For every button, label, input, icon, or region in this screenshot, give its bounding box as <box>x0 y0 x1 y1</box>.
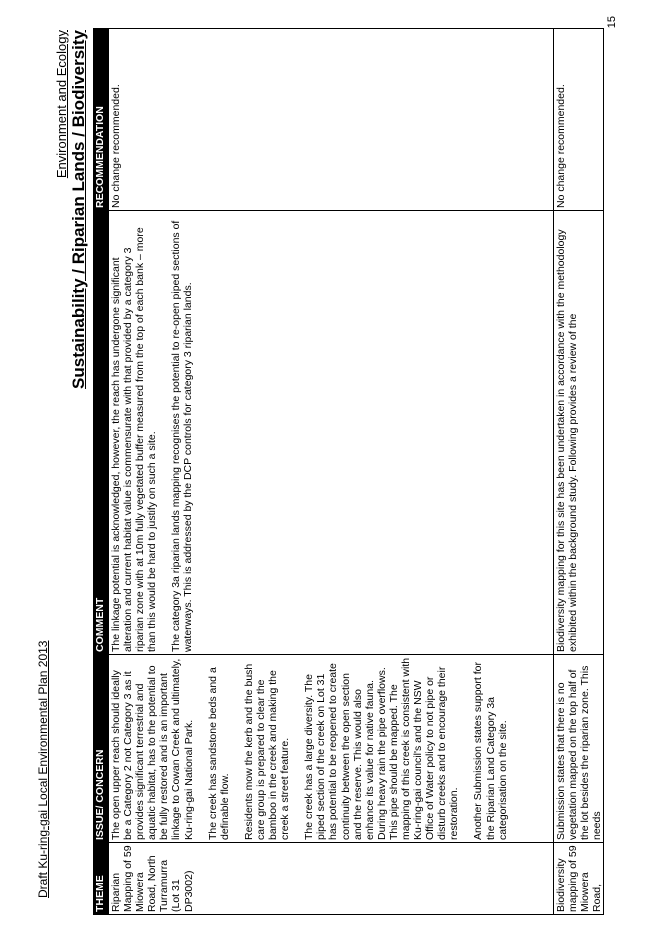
table-row <box>554 29 604 915</box>
issue-cell <box>109 655 554 843</box>
recommendation-cell: No change recommended. <box>109 29 554 211</box>
theme-cell: Biodiversity mapping of 59 Miowera Road, <box>554 843 604 915</box>
issue-paragraph: Submission states that there is no vegetation mapped on the top half of the lot besides the riparian zone. This needs <box>555 665 604 840</box>
comment-paragraph: The category 3a riparian lands mapping recognises the potential to re-open piped sections of waterways. This is addressed by the DCP controls for category 3 riparian lands. <box>170 220 195 652</box>
issue-cell <box>554 655 604 843</box>
comment-cell <box>554 211 604 655</box>
issue-paragraph: The creek has a large diversity. The piped section of the creek on Lot 31 has potential to be reopened to create continuity between the open section and the reserve. This would also enhance its value for native fauna. During heavy rain the pipe overflows. This pipe should be mapped. The mapping of this creek is consistent with Ku-ring-gai council's and the NSW Office of Water policy to not pipe or disturb creeks and to encourage their restoration. <box>303 657 461 840</box>
column-header-recommendation: RECOMMENDATION <box>94 29 109 211</box>
section-header <box>54 30 89 389</box>
submissions-table <box>93 28 604 915</box>
table-header-row <box>94 29 109 915</box>
column-header-comment: COMMENT <box>94 211 109 655</box>
issue-paragraph: Residents mow the kerb and the bush care group is prepared to clear the bamboo in the creek and making the creek a street feature. <box>242 663 292 840</box>
column-header-issue: ISSUE/ CONCERN <box>94 655 109 843</box>
table-row <box>109 29 554 915</box>
section-name: Environment and Ecology <box>54 30 69 179</box>
comment-paragraph: Biodiversity mapping for this site has been undertaken in accordance with the methodology exhibited within the background study. Following provides a review of the <box>555 229 580 652</box>
issue-paragraph: Another Submission states support for the Riparian Land Category 3a categorisation on the site. <box>472 661 509 840</box>
issue-paragraph: The creek has sandstone beds and a definable flow. <box>206 667 231 840</box>
page-number: 15 <box>606 16 618 29</box>
page-topic: Sustainability / Riparian Lands / Biodiversity <box>69 30 88 389</box>
theme-cell: Riparian Mapping of 59 Miowera Road, North Turramurra (Lot 31 DP3002) <box>109 843 554 915</box>
column-header-theme: THEME <box>94 843 109 915</box>
comment-cell <box>109 211 554 655</box>
issue-paragraph: The open upper reach should ideally be a Category 2 not Category 3 as it provides significant terrestrial and aquatic habitat, has to the potential to be fully restored and is an important linkage to Cowan Creek and ultimately, Ku-ring-gai National Park. <box>110 658 195 840</box>
comment-paragraph: The linkage potential is acknowledged, however, the reach has undergone significant alteration and current habitat value is commensurate with that provided by a category 3 riparian zone with at 10m fully vegetated buffer measured from the top of each bank – more than this would be hard to justify on such a site. <box>110 227 159 652</box>
recommendation-cell: No change recommended. <box>554 29 604 211</box>
document-title: Draft Ku-ring-gai Local Environmental Plan 2013 <box>36 640 50 898</box>
